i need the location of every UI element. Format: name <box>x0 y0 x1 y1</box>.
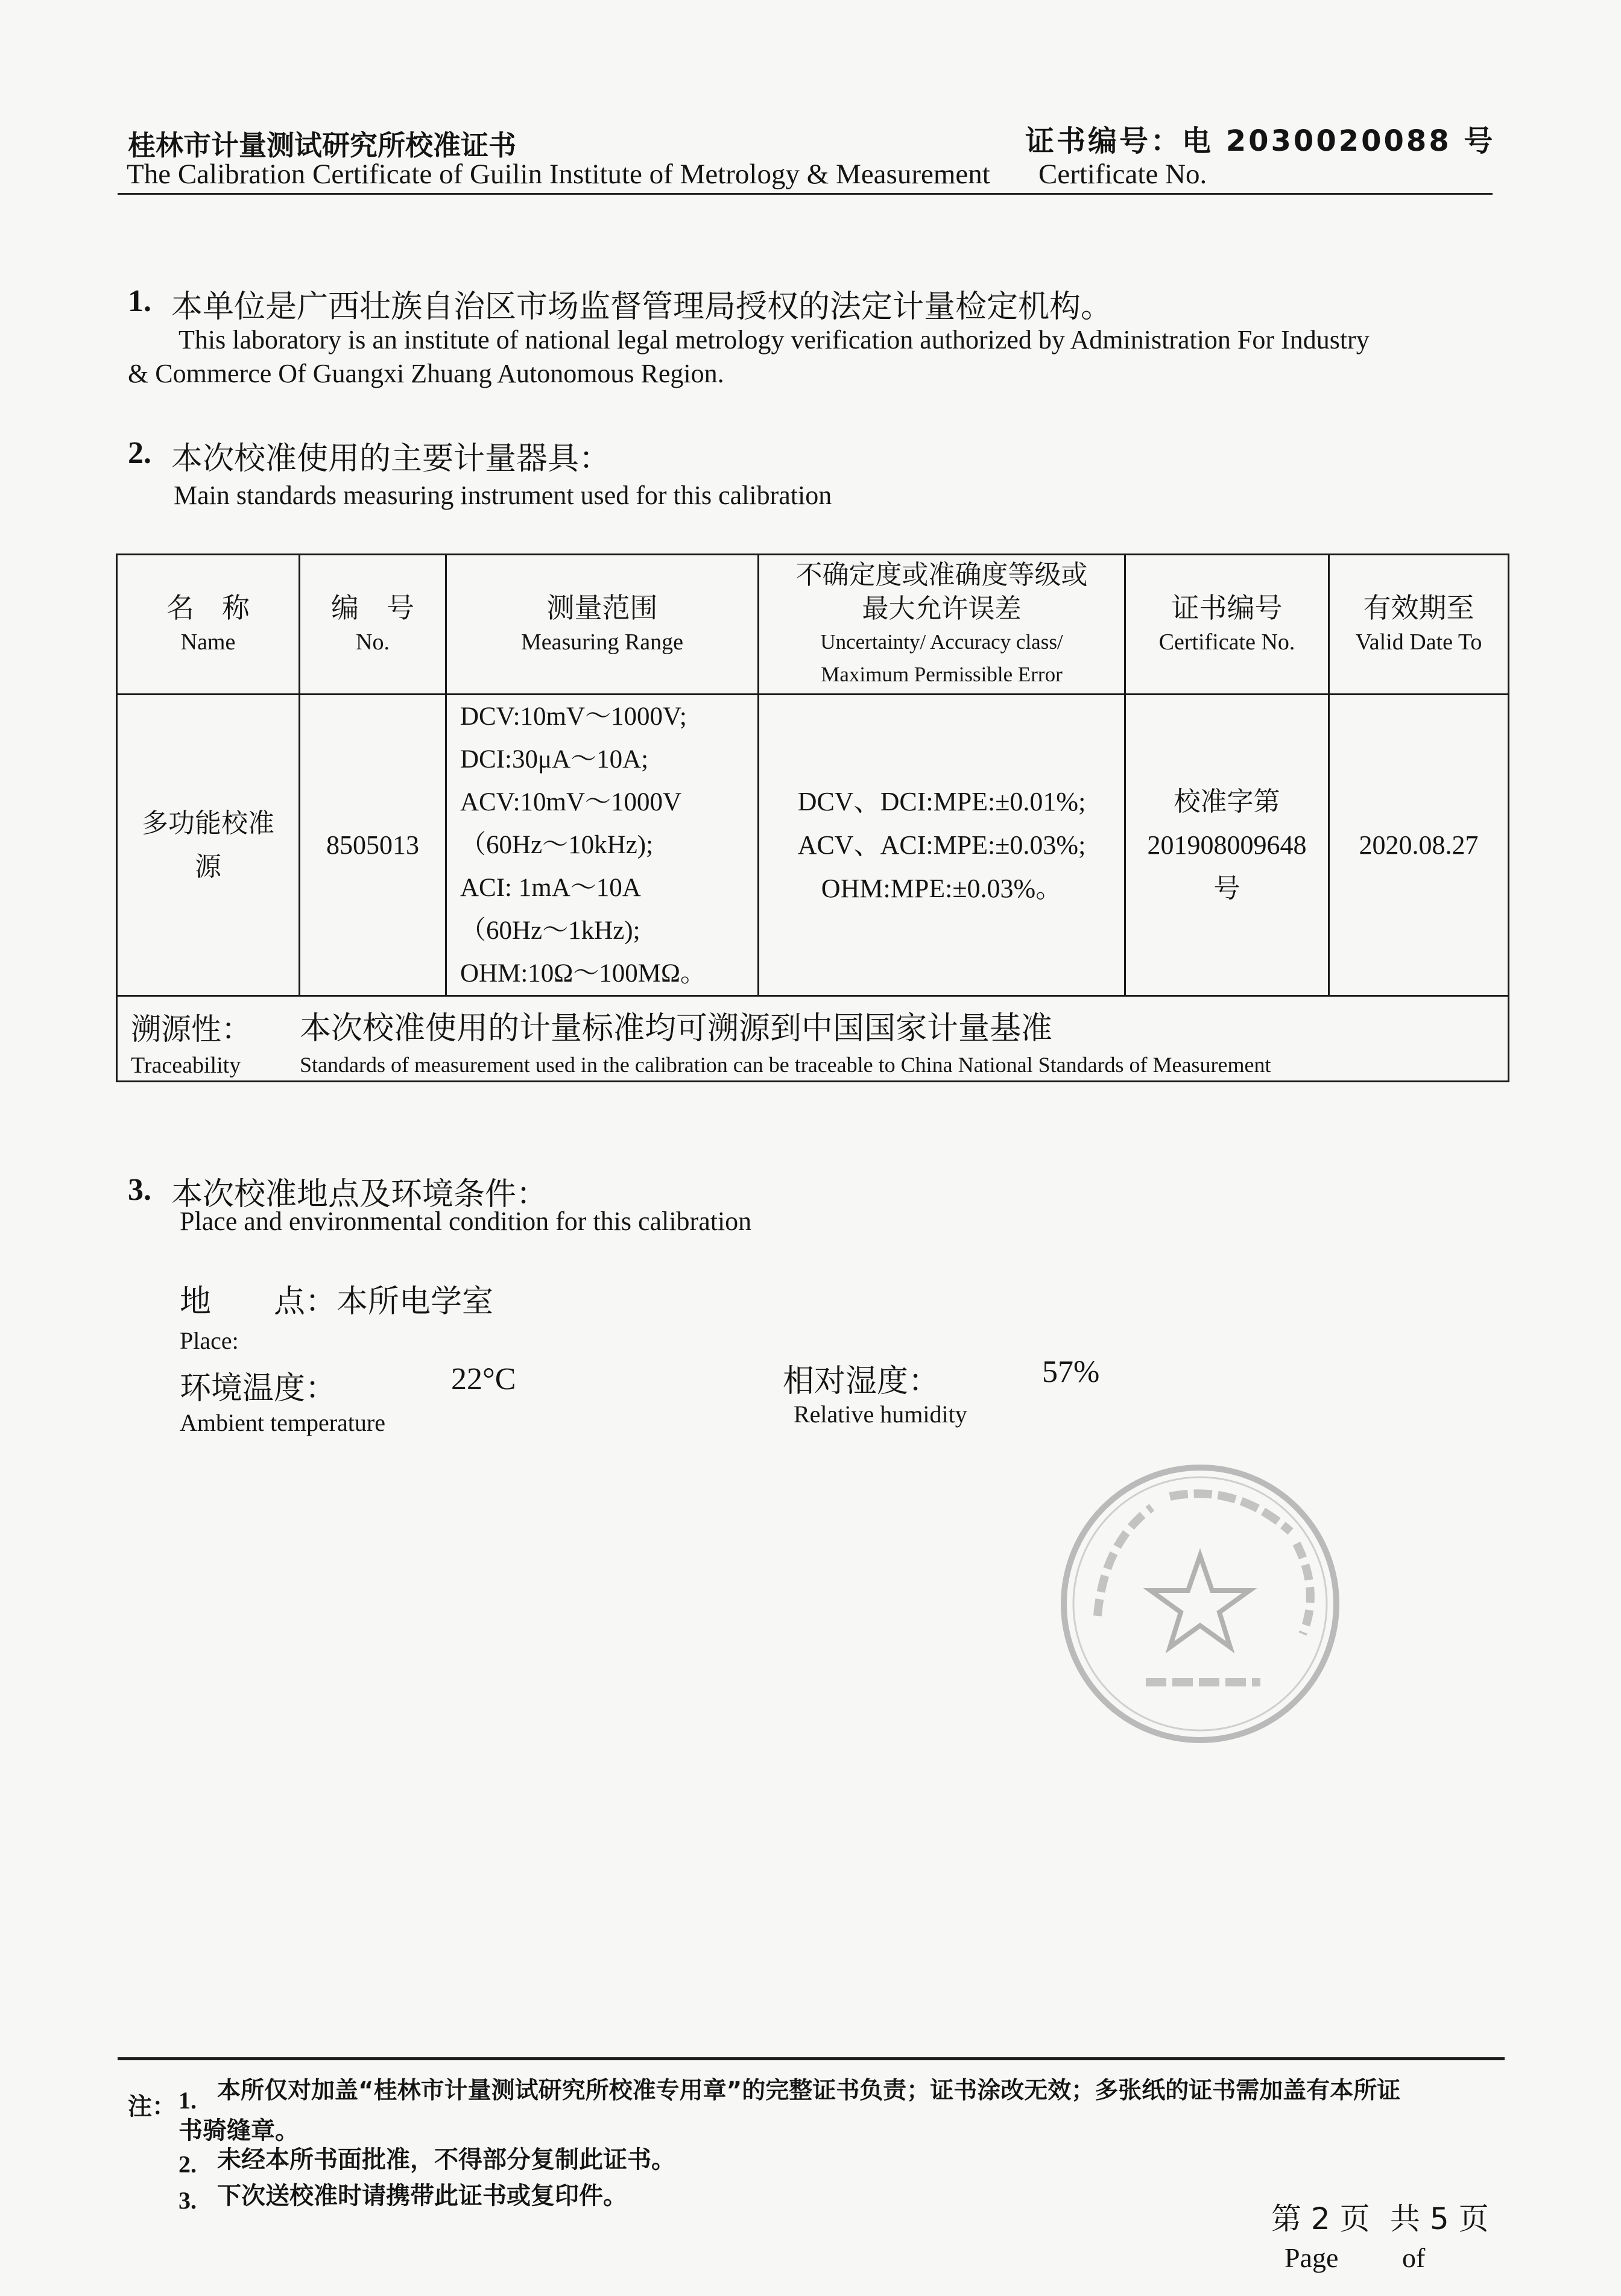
certificate-number-value: 电 2030020088 号 <box>1182 124 1496 158</box>
instrument-table <box>116 554 1509 1082</box>
note2-number: 2. <box>179 2151 197 2178</box>
section2-number: 2. <box>128 436 151 470</box>
col-header-range-en: Measuring Range <box>520 629 684 655</box>
col-header-range-cn: 测量范围 <box>546 591 658 624</box>
col-header-uncertainty-en2: Maximum Permissible Error <box>821 662 1063 686</box>
humidity-label-cn: 相对湿度： <box>783 1363 940 1399</box>
note3-text: 下次送校准时请携带此证书或复印件。 <box>217 2182 627 2210</box>
note3-number: 3. <box>179 2187 197 2214</box>
header-divider <box>118 193 1493 195</box>
instrument-name-line1: 多功能校准 <box>142 807 274 839</box>
range-line: ACV:10mV～1000V <box>460 788 682 816</box>
col-header-name-cn: 名 称 <box>166 591 250 624</box>
certificate-title-en: The Calibration Certificate of Guilin Institute of Metrology & Measurement <box>127 159 990 190</box>
section1-number: 1. <box>128 284 151 318</box>
col-header-uncertainty-cn2: 最大允许误差 <box>862 593 1022 624</box>
certificate-number-label-en: Certificate No. <box>1038 159 1207 190</box>
col-header-range <box>446 555 759 695</box>
mpe <box>759 695 1125 996</box>
temperature-label-en: Ambient temperature <box>180 1409 385 1436</box>
page-of-en: of <box>1402 2242 1426 2273</box>
certificate-number-label: 证书编号： <box>1025 124 1183 158</box>
standard-certificate-no <box>1125 695 1329 996</box>
certificate-title-cn: 桂林市计量测试研究所校准证书 <box>128 129 516 162</box>
col-header-name <box>117 555 300 695</box>
col-header-cert-en: Certificate No. <box>1158 629 1295 655</box>
place-value: 本所电学室 <box>337 1284 494 1320</box>
note1-number: 1. <box>179 2087 197 2114</box>
note1-line1: 本所仅对加盖“桂林市计量测试研究所校准专用章”的完整证书负责；证书涂改无效；多张纸的证书需加盖有本所证 <box>217 2077 1401 2104</box>
traceability-label-en: Traceability <box>131 1053 241 1078</box>
page-label-en: Page <box>1284 2242 1339 2273</box>
instrument-number: 8505013 <box>300 695 446 996</box>
traceability-text-en: Standards of measurement used in the calibration can be traceable to China National Standards of Measurement <box>300 1053 1271 1077</box>
place-label <box>180 1276 493 1321</box>
place-label-en: Place: <box>180 1327 239 1354</box>
col-header-uncertainty <box>759 555 1125 695</box>
traceability-label-cn: 溯源性： <box>131 1012 251 1047</box>
col-header-no <box>300 555 446 695</box>
mpe-line: DCV、DCI:MPE:±0.01%; <box>797 786 1086 816</box>
col-header-no-cn: 编 号 <box>331 591 414 624</box>
temperature-label-cn: 环境温度： <box>180 1370 337 1407</box>
range-line: OHM:10Ω～100MΩ。 <box>460 959 706 988</box>
section1-text-line2: & Commerce Of Guangxi Zhuang Autonomous Region. <box>128 359 724 388</box>
col-header-uncertainty-en1: Uncertainty/ Accuracy class/ <box>820 629 1063 654</box>
section1-text-line1: This laboratory is an institute of national legal metrology verification authorized by Administration For Industry <box>179 325 1370 355</box>
instrument-name-line2: 源 <box>195 851 221 882</box>
col-header-no-en: No. <box>356 629 390 655</box>
section2-subtitle: Main standards measuring instrument used for this calibration <box>174 481 832 510</box>
cert-line: 201908009648 <box>1147 830 1307 860</box>
section2-title: 本次校准使用的主要计量器具： <box>171 441 611 477</box>
col-header-valid <box>1329 555 1509 695</box>
traceability <box>117 996 1509 1082</box>
note1-line2: 书骑缝章。 <box>179 2117 299 2145</box>
mpe-line: ACV、ACI:MPE:±0.03%; <box>797 830 1086 860</box>
section1-title: 本单位是广西壮族自治区市场监督管理局授权的法定计量检定机构。 <box>171 289 1113 325</box>
humidity-value: 57% <box>1042 1355 1100 1389</box>
page-number-cn: 第 2 页 <box>1271 2201 1370 2236</box>
temperature-value: 22°C <box>451 1362 516 1396</box>
valid-date: 2020.08.27 <box>1329 695 1509 996</box>
mpe-line: OHM:MPE:±0.03%。 <box>821 873 1063 903</box>
traceability-text-cn: 本次校准使用的计量标准均可溯源到中国国家计量基准 <box>300 1011 1053 1047</box>
humidity-label-en: Relative humidity <box>794 1401 967 1428</box>
cert-line: 号 <box>1213 872 1240 904</box>
traceability-row <box>117 996 1509 1082</box>
col-header-valid-en: Valid Date To <box>1355 629 1482 655</box>
range-line: DCV:10mV～1000V; <box>460 702 687 731</box>
range-line: （60Hz～10kHz); <box>460 831 654 859</box>
note2-text: 未经本所书面批准，不得部分复制此证书。 <box>217 2146 675 2174</box>
table-header-row <box>117 555 1509 695</box>
section3-number: 3. <box>128 1173 151 1207</box>
section3-subtitle: Place and environmental condition for this calibration <box>180 1206 752 1236</box>
table-row <box>117 695 1509 996</box>
instrument-name <box>117 695 300 996</box>
notes-prefix: 注： <box>128 2093 176 2121</box>
range-line: DCI:30μA～10A; <box>460 745 649 774</box>
cert-line: 校准字第 <box>1174 786 1280 817</box>
col-header-valid-cn: 有效期至 <box>1363 591 1474 624</box>
range-line: （60Hz～1kHz); <box>460 916 640 945</box>
measuring-range <box>446 695 759 996</box>
col-header-cert <box>1125 555 1329 695</box>
footer-divider <box>118 2057 1505 2060</box>
col-header-name-en: Name <box>180 629 236 655</box>
page-total-cn: 共 5 页 <box>1390 2201 1489 2236</box>
col-header-uncertainty-cn1: 不确定度或准确度等级或 <box>795 559 1088 590</box>
official-seal <box>1055 1459 1345 1749</box>
certificate-number <box>1025 118 1495 159</box>
range-line: ACI: 1mA～10A <box>460 874 641 902</box>
col-header-cert-cn: 证书编号 <box>1171 591 1283 624</box>
place-label-cn: 地 点： <box>180 1284 337 1320</box>
section3-title: 本次校准地点及环境条件： <box>171 1176 548 1213</box>
